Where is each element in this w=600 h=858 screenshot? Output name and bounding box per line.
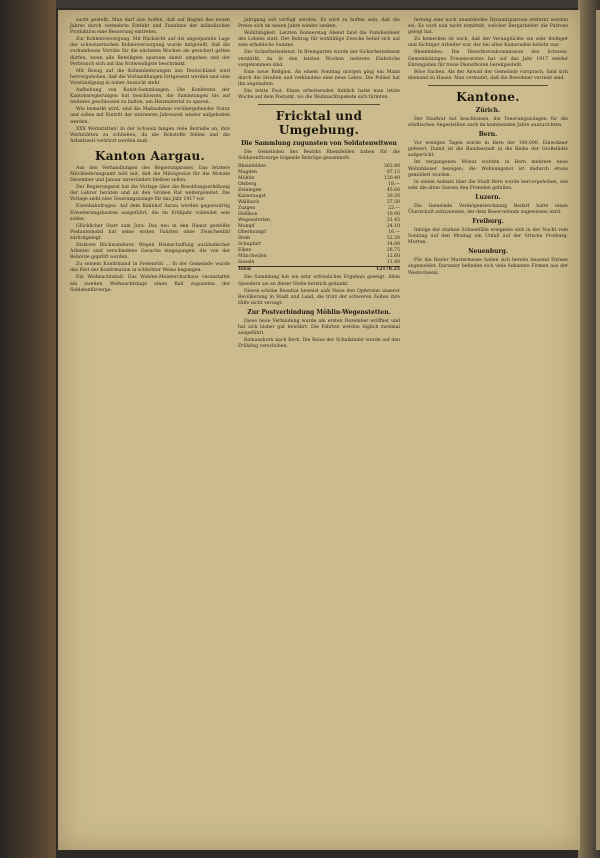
paragraph: Eisenbahnfragen. Auf dem Bahnhof Aarau werden gegenwärtig Erweiterungsbauten ausgeführt, die im Frühjahr vollendet sein sollen. bbox=[70, 204, 230, 222]
paragraph: Diese neue Verbindung wurde am ersten Dezember eröffnet und hat sich bisher gut bewährt. Die Fahrten werden täglich zweimal ausgeführt. bbox=[238, 318, 400, 337]
paragraph: sucht gestellt. Man darf also hoffen, daß auf Beginn des neuen Jahres durch vermehrte Einfuhr und Zunahme der inländischen Produktion eine Besserung eintreten. bbox=[70, 18, 230, 36]
subheading-neuenburg: Neuenburg. bbox=[468, 248, 508, 256]
paragraph: Die Gemeinden des Bezirks Rheinfelden haben für die Soldatenfürsorge folgende Beiträge gesammelt: bbox=[238, 150, 400, 162]
paragraph: Jahrgang soll verfügt werden. Es wird zu hoffen sein, daß die Preise sich im neuen Jahre wieder senken. bbox=[238, 18, 400, 30]
paragraph: XXX Werkstätten! In der Schweiz fangen viele Betriebe an, ihre Werkstätten zu schließen, da die Rohstoffe fehlen und die Arbeitszeit verkürzt werden muß. bbox=[70, 126, 230, 144]
binding-top bbox=[0, 0, 600, 8]
total-label: Total bbox=[238, 267, 331, 274]
paragraph: Mit Bezug auf die Kohlenlieferungen aus Deutschland wird hervorgehoben, daß die Verhandlungen fortgesetzt werden und eine Verständigung in naher Aussicht steht. bbox=[70, 68, 230, 86]
municipality-name: Schupfart bbox=[238, 242, 262, 248]
paragraph: Der Regierungsrat hat die Vorlage über die Besoldungserhöhung der Lehrer beraten und an den Großen Rat weitergeleitet. Die Vorlage sieht eine Teuerungszulage für das Jahr 1917 vor. bbox=[70, 185, 230, 203]
section-heading-fricktal: Fricktal und Umgebung. bbox=[275, 109, 363, 138]
municipality-name: Kaiseraugst bbox=[238, 194, 266, 200]
subheading-bern: Bern. bbox=[478, 131, 498, 139]
subheading-luzern: Luzern. bbox=[475, 193, 501, 201]
municipality-name: Magden bbox=[238, 170, 258, 176]
donation-amount: 87.15 bbox=[386, 170, 400, 176]
paragraph: Der Sicherheitsdienst. In Bremgarten wurde der Sicherheitsdienst verstärkt, da in den letzten Wochen mehrere Einbrüche vorgekommen sind. bbox=[238, 50, 400, 68]
donation-amount: 27.50 bbox=[386, 200, 400, 206]
paragraph: Romanshorn nach Bern. Die Reise der Schulkinder wurde auf den Frühling verschoben. bbox=[238, 338, 400, 350]
newspaper-page bbox=[58, 10, 580, 850]
table-total-row bbox=[238, 267, 400, 274]
paragraph: Die Gemeinde Vermögensrechnung Bedarf hatte einen Überschuß aufzuweisen, der dem Reservefonds zugewiesen wird. bbox=[408, 203, 568, 215]
section-heading-kanton-aargau: Kanton Aargau. bbox=[94, 148, 206, 163]
municipality-name: Sisseln bbox=[238, 260, 255, 266]
donation-amount: 24.10 bbox=[386, 224, 400, 230]
paragraph: Für die Basler Mustermesse haben sich bereits tausend Firmen angemeldet. Darunter befinden sich viele bekannte Firmen aus der Westschweiz. bbox=[408, 258, 568, 276]
municipality-name: Zuzgen bbox=[238, 206, 256, 212]
donation-amount: 18.— bbox=[388, 182, 400, 188]
municipality-name: Möhlin bbox=[238, 176, 255, 182]
paragraph: Zu bemerken ist noch, daß der Verunglückte ein sehr fleißiger und tüchtiger Arbeiter war, der bei allen Kameraden beliebt war. bbox=[408, 37, 568, 49]
municipality-name: Olsberg bbox=[238, 182, 257, 188]
donation-amount: 363.80 bbox=[383, 164, 400, 170]
municipality-name: Stein bbox=[238, 236, 251, 242]
paragraph: Böse Sachen. Als der Anwalt der Gemeinde vorsprach, fand sich niemand zu Hause. Man vermutet, daß die Bewohner verreist sind. bbox=[408, 69, 568, 81]
paragraph: Ein Weihnachtsball. Das Wohlen-Meisterchorhaus veranstaltet am zweiten Weihnachtstage einen Ball zugunsten der Soldatenfürsorge. bbox=[70, 275, 230, 293]
paragraph: Die letzte Post. Einen erheiternden Anblick hatte man letzte Woche auf dem Postamt, wo die Weihnachtspakete sich türmten. bbox=[238, 89, 400, 101]
donation-amount: 120.40 bbox=[383, 176, 400, 182]
donation-amount: 16.— bbox=[388, 230, 400, 236]
subheading-postverbindung: Zur Postverbindung Möhlin-Wegenstetten. bbox=[247, 308, 391, 316]
donation-amount: 45.60 bbox=[386, 188, 400, 194]
paragraph: Infolge der starken Schneefälle ereignete sich in der Nacht vom Sonntag auf den Montag ein Unfall auf der Strecke Freiburg-Murten. bbox=[408, 228, 568, 246]
municipality-name: Zeiningen bbox=[238, 188, 262, 194]
donation-table bbox=[238, 164, 400, 273]
paragraph: Vor wenigen Tagen wurde in Bern der 100,000. Einwohner gefeiert. Damit ist die Bundesstadt in die Reihe der Großstädte aufgerückt. bbox=[408, 141, 568, 159]
subheading-freiburg: Freiburg. bbox=[472, 218, 504, 226]
donation-amount: 19.90 bbox=[386, 212, 400, 218]
paragraph: Wie bemerkt wird, sind die Maßnahmen vorübergehender Natur und sollen mit Eintritt der wärmeren Jahreszeit wieder aufgehoben werden. bbox=[70, 107, 230, 125]
paragraph: Aus den Verhandlungen des Regierungsrates. Das letztere Milchlieferungsamt teilt mit, daß die Milchpreise für die Monate Dezember und Januar unverändert bleiben sollen. bbox=[70, 165, 230, 184]
municipality-name: Mumpf bbox=[238, 224, 255, 230]
paragraph: festung eine noch unentdeckte Dynamitpatrone entfernt worden sei. Es wird nun nicht ermittelt, welcher Bergarbeiter die Patrone gelegt hat. bbox=[408, 18, 568, 36]
paragraph: Glücklicher Start zum Jura. Das neu in den Dienst gestellte Postautomobil hat seine ersten Fahrten ohne Zwischenfall zurückgelegt. bbox=[70, 223, 230, 241]
donation-amount: 39.20 bbox=[386, 194, 400, 200]
paragraph: Dieses schöne Resultat beweist aufs Neue den Opfersinn unserer Bevölkerung in Stadt und Land, die trotz der schweren Zeiten ihre Hilfe nicht versagt. bbox=[238, 288, 400, 306]
column-2 bbox=[238, 18, 400, 351]
donation-amount: 28.75 bbox=[386, 248, 400, 254]
municipality-name: Münchwilen bbox=[238, 254, 267, 260]
municipality-name: Obermumpf bbox=[238, 230, 266, 236]
subheading-zurich: Zürich. bbox=[475, 106, 501, 114]
municipality-name: Eiken bbox=[238, 248, 252, 254]
column-1 bbox=[70, 18, 230, 295]
paragraph: Wohltätigkeit. Letzten Donnerstag Abend fand die Familienfeier des Lebens statt. Der Beitrag für wohltätige Zwecke belief sich auf eine erhebliche Summe. bbox=[238, 31, 400, 49]
subheading-sammlung: Die Sammlung zugunsten von Soldatenwitwen bbox=[241, 140, 397, 148]
municipality-name: Wallbach bbox=[238, 200, 260, 206]
donation-amount: 31.45 bbox=[386, 218, 400, 224]
total-value: 12176.25 bbox=[331, 267, 400, 274]
municipality-name: Hellikon bbox=[238, 212, 258, 218]
paragraph: Im vergangenen Monat wurden in Bern mehrere neue Wohnhäuser bezogen; die Wohnungsnot ist dadurch etwas gemildert worden. bbox=[408, 160, 568, 178]
divider bbox=[258, 104, 380, 105]
paragraph: Die Sammlung hat ein sehr erfreuliches Ergebnis gezeigt. Allen Spendern sei an dieser Stelle herzlich gedankt. bbox=[238, 275, 400, 287]
book-spine bbox=[0, 0, 56, 858]
paragraph: Diskrete Rückwanderer. Wegen Heimschaffung ausländischer Arbeiter sind verschiedene Gesuche eingegangen, die von der Behörde geprüft werden. bbox=[70, 243, 230, 261]
paragraph: Der Stadtrat hat beschlossen, die Teuerungszulagen für die städtischen Angestellten auch im kommenden Jahre auszurichten. bbox=[408, 116, 568, 129]
donation-amount: 22.— bbox=[388, 206, 400, 212]
paragraph: Zu seinem Konfirmand in Freienrüti ... In der Gemeinde wurde das Fest der Konfirmation in schlichter Weise begangen. bbox=[70, 262, 230, 274]
paragraph: Eine neue Religion. An einem Sonntag morgen ging ein Mann durch die Straßen und verkündete eine neue Lehre. Die Polizei hat ihn angehalten. bbox=[238, 69, 400, 87]
donation-amount: 14.80 bbox=[386, 242, 400, 248]
municipality-name: Wegenstetten bbox=[238, 218, 270, 224]
donation-amount: 12.60 bbox=[386, 254, 400, 260]
section-heading-kantone: Kantone. bbox=[456, 89, 520, 104]
paragraph: In einem Aufsatz über die Stadt Bern wurde hervorgehoben, wie sehr die alten Gassen den Fremden gefallen. bbox=[408, 179, 568, 191]
page-edge bbox=[596, 10, 600, 850]
paragraph: Zur Kohlenversorgung. Mit Rücksicht auf die angespannte Lage der schweizerischen Kohlenversorgung wurde mitgeteilt, daß die vorhandenen Vorräte für die nächsten Wochen als gesichert gelten dürfen, wenn alle Beteiligten sparsam damit umgehen und der Verbrauch sich auf das Notwendigste beschränkt. bbox=[70, 37, 230, 67]
donation-amount: 52.30 bbox=[386, 236, 400, 242]
paragraph: Rheinfelden. Die Dienstbotenkommission des Schweiz. Gemeinnützigen Frauenvereins hat auf das Jahr 1917 wieder Ehrengaben für treue Dienstboten bereitgestellt. bbox=[408, 50, 568, 68]
municipality-name: Rheinfelden bbox=[238, 164, 267, 170]
divider bbox=[428, 85, 548, 86]
donation-amount: 11.40 bbox=[386, 260, 400, 266]
column-3 bbox=[408, 18, 568, 278]
paragraph: Aufhebung von Kunst-Sammlungen. Die Konferenz der Kantonsregierungen hat beschlossen, die Sammlungen bis auf weiteres geschlossen zu halten, um Heizmaterial zu sparen. bbox=[70, 88, 230, 106]
